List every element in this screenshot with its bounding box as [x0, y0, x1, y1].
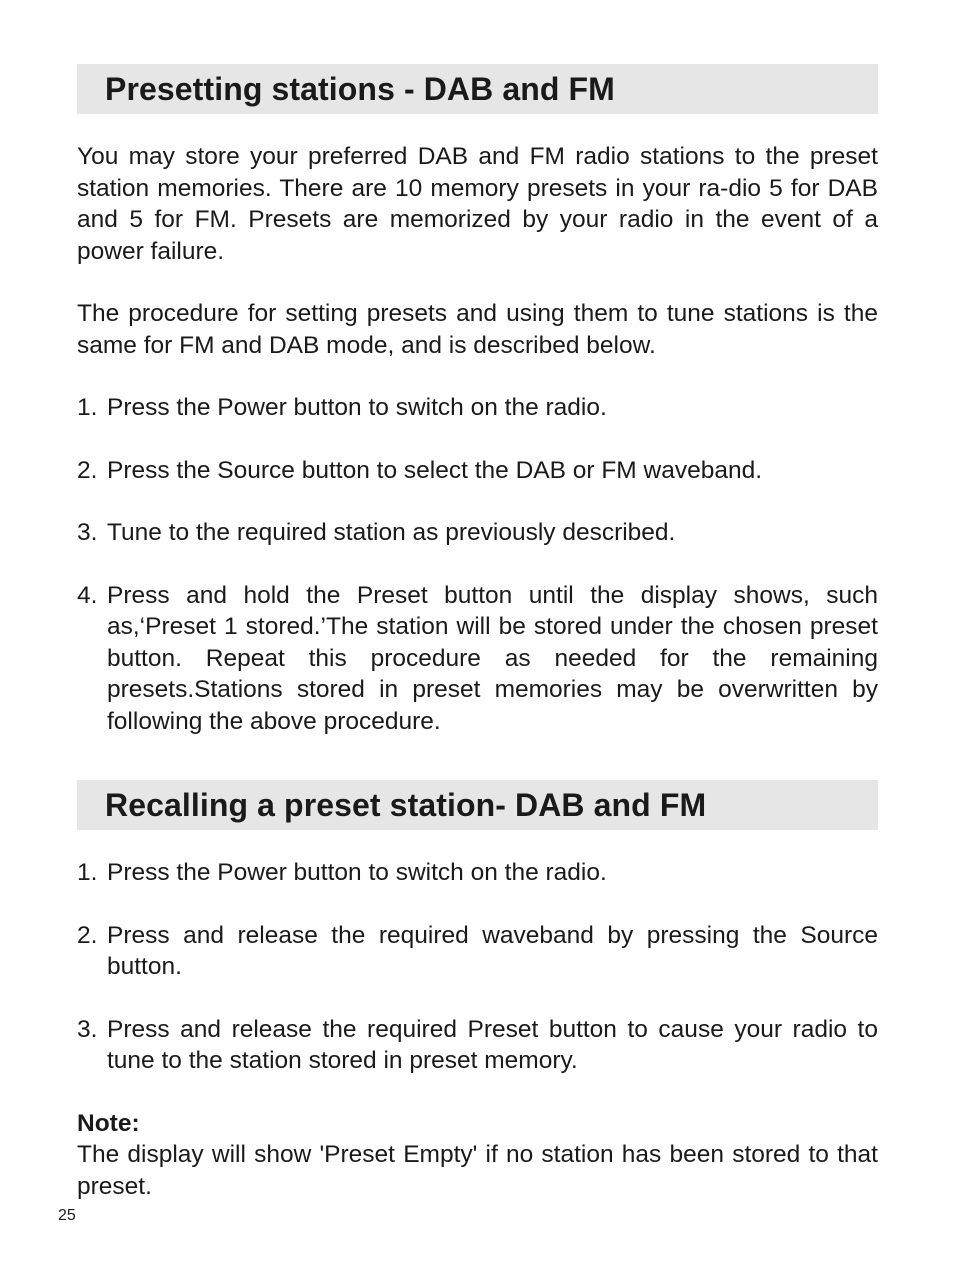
- intro-paragraphs: [77, 141, 878, 361]
- step-text: Press and release the required Preset button to cause your radio to tune to the station stored in preset memory.: [107, 1015, 878, 1074]
- step-text: Tune to the required station as previously described.: [107, 519, 676, 546]
- intro-paragraph: You may store your preferred DAB and FM radio stations to the preset station memories. There are 10 memory presets in your ra-dio 5 for DAB and 5 for FM. Presets are memorized by your radio in the event of a power failure.: [77, 143, 878, 265]
- step-text: Press the Source button to select the DAB or FM waveband.: [107, 456, 763, 484]
- step-text: Press and hold the Preset button until the display shows, such as,‘Preset 1 stored.’The station will be stored under the chosen preset button. Repeat this procedure as needed for the remaining presets.Stations stored in preset memories may be overwritten by following the above procedure.: [107, 581, 878, 735]
- list-item: [77, 517, 878, 549]
- list-item: [77, 920, 878, 983]
- step-text: Press the Power button to switch on the radio.: [107, 394, 607, 421]
- manual-page: [77, 64, 878, 1202]
- section-recalling-preset: [77, 780, 878, 1202]
- step-number: 1.: [77, 859, 98, 886]
- intro-paragraph: The procedure for setting presets and using them to tune stations is the same for FM and DAB mode, and is described below.: [77, 300, 878, 359]
- step-number: 3.: [77, 1015, 98, 1043]
- step-number: 4.: [77, 581, 98, 609]
- section-header: [77, 64, 878, 114]
- note-block: [77, 1108, 878, 1203]
- step-text: Press the Power button to switch on the radio.: [107, 859, 607, 886]
- step-number: 3.: [77, 519, 98, 546]
- list-item: [77, 392, 878, 424]
- recall-steps-list: [77, 857, 878, 1077]
- page-number: 25: [58, 1207, 76, 1224]
- section-title: Presetting stations - DAB and FM: [105, 70, 615, 107]
- list-item: [77, 857, 878, 889]
- note-label: Note:: [77, 1109, 140, 1137]
- step-number: 2.: [77, 921, 98, 949]
- preset-steps-list: [77, 392, 878, 737]
- list-item: [77, 1014, 878, 1077]
- section-presetting-stations: [77, 64, 878, 737]
- step-text: Press and release the required waveband by pressing the Source button.: [107, 921, 878, 980]
- step-number: 2.: [77, 456, 98, 484]
- note-text: The display will show 'Preset Empty' if no station has been stored to that preset.: [77, 1141, 878, 1200]
- step-number: 1.: [77, 394, 98, 421]
- list-item: [77, 580, 878, 738]
- section-title: Recalling a preset station- DAB and FM: [105, 786, 707, 823]
- section-header: [77, 780, 878, 830]
- list-item: [77, 455, 878, 487]
